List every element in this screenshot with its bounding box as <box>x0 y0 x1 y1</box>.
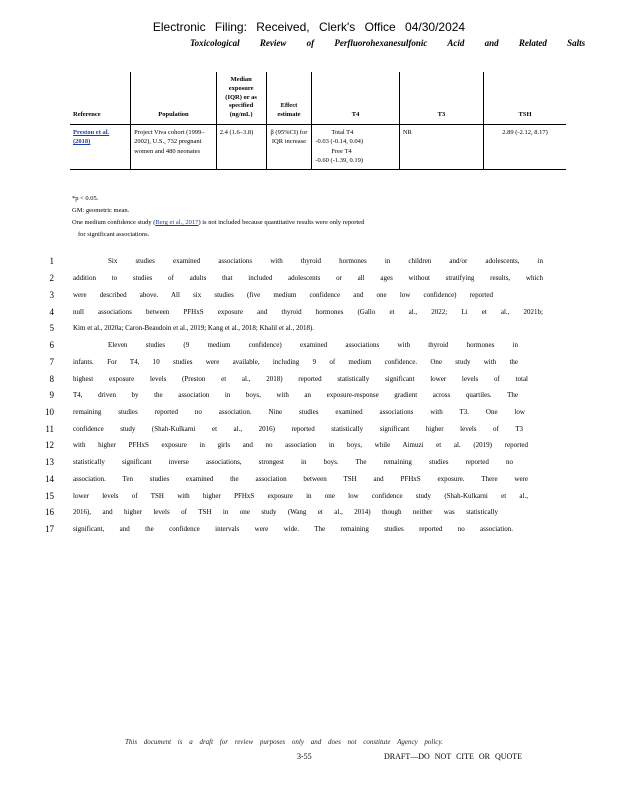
draft-notice: DRAFT—DO NOT CITE OR QUOTE <box>384 752 523 761</box>
cell-effect: β (95%CI) for IQR increase <box>266 124 312 169</box>
cell-population: Project Viva cohort (1999–2002), U.S., 732 pregnant women and 480 neonates <box>131 124 217 169</box>
col-t4: T4 <box>312 72 399 124</box>
body-line: T4, driven by the association in boys, with an exposure-response gradient across quartiles. The <box>73 391 518 399</box>
body-line: significant, and the confidence intervals were wide. The remaining studies reported no association. <box>73 525 513 533</box>
line-number: 13 <box>45 457 54 467</box>
col-tsh: TSH <box>484 72 566 124</box>
body-line: Kim et al., 2020a; Caron-Beaudoin et al., 2019; Kang et al., 2018; Khalil et al., 2018). <box>73 324 315 332</box>
line-number: 12 <box>45 440 54 450</box>
berg-citation-link[interactable]: Berg et al., 2017 <box>155 219 199 226</box>
reference-link[interactable]: Preston et al. (2018) <box>73 128 110 146</box>
line-number: 1 <box>49 256 54 266</box>
page-number: 3-55 <box>297 752 312 761</box>
footnote-text: ) is not included because quantitative results were only reported <box>198 219 365 226</box>
body-line: addition to studies of adults that included adolescents or all ages without stratifying results, which <box>73 274 543 282</box>
cell-median: 2.4 (1.6–3.8) <box>216 124 266 169</box>
body-line: Six studies examined associations with thyroid hormones in children and/or adolescents, in <box>108 257 543 265</box>
body-line: statistically significant inverse associations, strongest in boys. The remaining studies reported no <box>73 458 513 466</box>
footnote-text: One medium confidence study ( <box>72 219 156 226</box>
body-line: 2016), and higher levels of TSH in one study (Wang et al., 2014) though neither was statistically <box>73 508 498 516</box>
col-effect-estimate: Effect estimate <box>266 72 312 124</box>
draft-disclaimer: This document is a draft for review purposes only and does not constitute Agency policy. <box>125 738 443 746</box>
line-number: 14 <box>45 474 54 484</box>
col-median-exposure: Median exposure (IQR) or as specified (ng/mL) <box>216 72 266 124</box>
document-subtitle: Toxicological Review of Perfluorohexanesulfonic Acid and Related Salts <box>190 38 586 48</box>
footnote-gm: GM: geometric mean. <box>72 207 130 214</box>
col-population: Population <box>131 72 217 124</box>
t4-total-label: Total T4 <box>331 128 354 136</box>
col-reference: Reference <box>73 111 101 119</box>
cell-t3: NR <box>399 124 483 169</box>
line-number: 8 <box>49 374 54 384</box>
line-number: 6 <box>49 340 54 350</box>
t4-free-label: Free T4 <box>331 147 352 155</box>
body-line: association. Ten studies examined the association between TSH and PFHxS exposure. There were <box>73 475 528 483</box>
col-t3: T3 <box>399 72 483 124</box>
line-number: 15 <box>45 491 54 501</box>
table-row <box>70 124 566 169</box>
footnote-significance: *p < 0.05. <box>72 195 99 202</box>
body-line: infants. For T4, 10 studies were available, including 9 of medium confidence. One study with the <box>73 358 518 366</box>
line-number: 3 <box>49 290 54 300</box>
cell-reference <box>70 124 131 169</box>
body-line: Eleven studies (9 medium confidence) examined associations with thyroid hormones in <box>108 341 518 349</box>
t4-free-value: -0.60 (-1.39, 0.19) <box>315 157 364 165</box>
line-number: 10 <box>45 407 54 417</box>
body-line: highest exposure levels (Preston et al., 2018) reported statistically significant lower levels of total <box>73 375 528 383</box>
line-number: 16 <box>45 507 54 517</box>
body-line: confidence study (Shah-Kulkarni et al., 2016) reported statistically significant higher levels of T3 <box>73 425 523 433</box>
table-header-row <box>70 72 566 124</box>
filing-header: Electronic Filing: Received, Clerk's Office 04/30/2024 <box>152 20 466 34</box>
line-number: 9 <box>49 390 54 400</box>
body-line: were described above. All six studies (five medium confidence and one low confidence) reported <box>73 291 493 299</box>
t4-total-value: -0.03 (-0.14, 0.04) <box>315 138 364 146</box>
cell-tsh: 2.89 (-2.12, 8.17) <box>484 124 566 169</box>
body-line: null associations between PFHxS exposure and thyroid hormones (Gallo et al., 2022; Li et al., 2021b; <box>73 308 543 316</box>
results-table <box>70 72 566 170</box>
line-number: 5 <box>49 323 54 333</box>
body-line: remaining studies reported no association. Nine studies examined associations with T3. One low <box>73 408 525 416</box>
footnote-continuation: for significant associations. <box>78 231 150 238</box>
line-number: 7 <box>49 357 54 367</box>
line-number: 11 <box>45 424 54 434</box>
line-number: 17 <box>45 524 54 534</box>
line-number: 2 <box>49 273 54 283</box>
line-number: 4 <box>49 307 54 317</box>
footnote-excluded-study <box>72 218 364 227</box>
body-line: lower levels of TSH with higher PFHxS exposure in one low confidence study (Shah-Kulkarni et al., <box>73 492 528 500</box>
body-line: with higher PFHxS exposure in girls and no association in boys, while Aimuzi et al. (2019) reported <box>73 441 528 449</box>
cell-t4 <box>312 124 399 169</box>
